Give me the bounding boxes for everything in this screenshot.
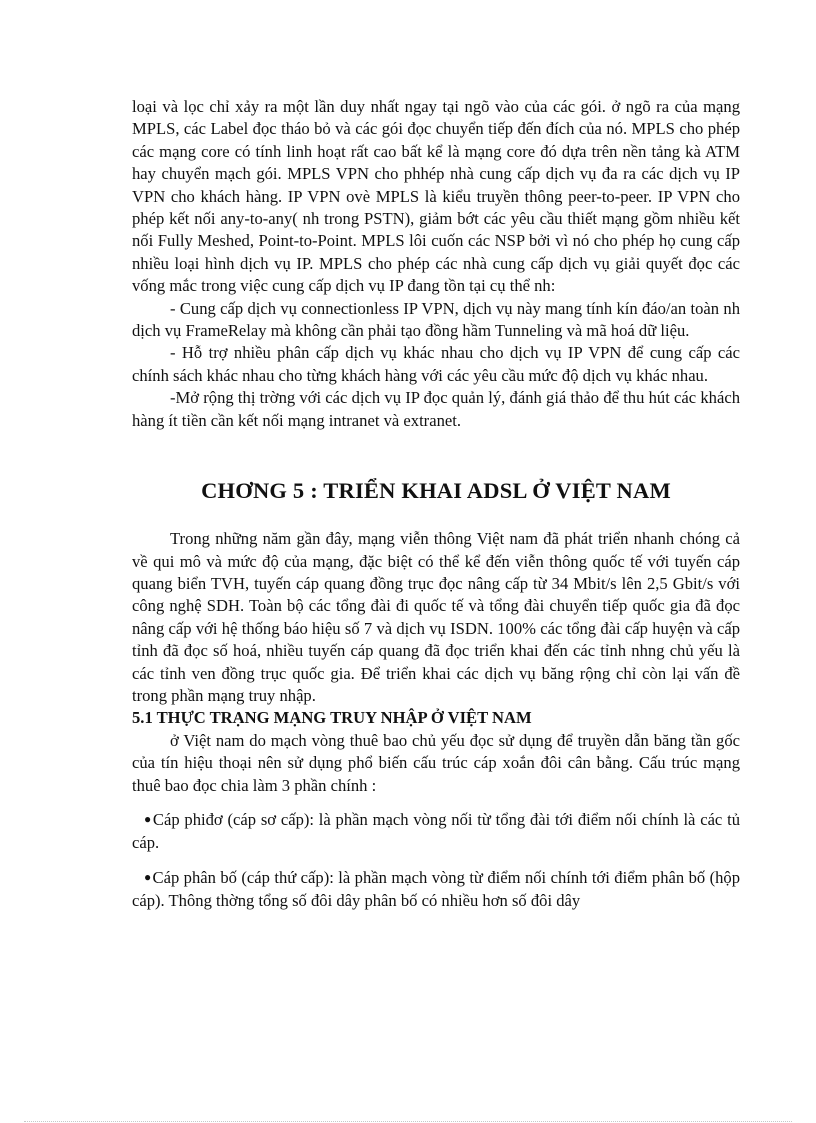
- chapter-intro-paragraph: Trong những năm gần đây, mạng viễn thông Việt nam đã phát triển nhanh chóng cả về qui mô và mức độ của mạng, đặc biệt có thể kể đến viễn thông quốc tế với tuyến cáp quang biển TVH, tuyến cáp quang đồng trục đọc nâng cấp từ 34 Mbit/s lên 2,5 Gbit/s với công nghệ SDH. Toàn bộ các tổng đài đi quốc tế và tổng đài chuyển tiếp quốc gia đã đọc nâng cấp với hệ thống báo hiệu số 7 và dịch vụ ISDN. 100% các tổng đài cấp huyện và cấp tỉnh đã đọc số hoá, nhiều tuyến cáp quang đã đọc triển khai đến các tỉnh nhng chủ yếu là các tỉnh ven đồng trục quốc gia. Để triển khai các dịch vụ băng rộng chỉ còn lại vấn đề trong phần mạng truy nhập.: [132, 529, 740, 705]
- benefit-item-service-levels: - Hỗ trợ nhiều phân cấp dịch vụ khác nhau cho dịch vụ IP VPN để cung cấp các chính sách khác nhau cho từng khách hàng với các yêu cầu mức độ dịch vụ khác nhau.: [132, 343, 740, 385]
- document-page: [132, 96, 740, 913]
- bullet-icon: ●: [144, 869, 152, 884]
- intro-paragraph: loại và lọc chỉ xảy ra một lần duy nhất ngay tại ngõ vào của các gói. ở ngõ ra của mạng MPLS, các Label đọc tháo bỏ và các gói đọc chuyển tiếp đến đích của nó. MPLS cho phép các mạng core có tính linh hoạt rất cao bất kể là mạng core đó dựa trên nền tảng kà ATM hay chuyển mạch gói. MPLS VPN cho phhép nhà cung cấp dịch vụ đa ra các dịch vụ IP VPN cho khách hàng. IP VPN ovè MPLS là kiểu truyền thông peer-to-peer. IP VPN cho phép kết nối any-to-any( nh trong PSTN), giảm bớt các yêu cầu thiết mạng gồm nhiều kết nối Fully Meshed, Point-to-Point. MPLS lôi cuốn các NSP bởi vì nó cho phép họ cung cấp nhiều loại hình dịch vụ IP. MPLS cho phép các nhà cung cấp dịch vụ giải quyết đọc các vống mắc trong việc cung cấp dịch vụ IP đang tồn tại cụ thể nh:: [132, 97, 740, 296]
- cable-item-feeder-text: Cáp phiđơ (cáp sơ cấp): là phần mạch vòng nối từ tổng đài tới điểm nối chính là các tủ cáp.: [132, 809, 740, 853]
- section-heading: 5.1 THỰC TRẠNG MẠNG TRUY NHẬP Ở VIỆT NAM: [132, 708, 532, 728]
- cable-item-distribution-text: Cáp phân bố (cáp thứ cấp): là phần mạch vòng từ điểm nối chính tới điểm phân bố (hộp cáp). Thông thờng tổng số đôi dây phân bố có nhiều hơn số đôi dây: [132, 867, 741, 911]
- cable-item-distribution: [132, 867, 740, 913]
- page-bottom-divider: [24, 1121, 792, 1122]
- benefit-item-market: -Mở rộng thị trờng với các dịch vụ IP đọc quản lý, đánh giá thảo để thu hút các khách hàng ít tiền cần kết nối mạng intranet và extranet.: [132, 388, 740, 430]
- chapter-title: CHƠNG 5 : TRIỂN KHAI ADSL Ở VIỆT NAM: [201, 478, 671, 504]
- benefit-item-connectionless: - Cung cấp dịch vụ connectionless IP VPN, dịch vụ này mang tính kín đáo/an toàn nh dịch vụ FrameRelay mà không cần phải tạo đồng hầm Tunneling và mã hoá dữ liệu.: [132, 298, 740, 341]
- section-intro-paragraph: ở Việt nam do mạch vòng thuê bao chủ yếu đọc sử dụng để truyền dẫn băng tần gốc của tín hiệu thoại nên sử dụng phổ biến cấu trúc cáp xoắn đôi cân bằng. Cấu trúc mạng thuê bao đọc chia làm 3 phần chính :: [132, 730, 740, 795]
- bullet-icon: ●: [144, 811, 152, 826]
- cable-item-feeder: [132, 809, 740, 855]
